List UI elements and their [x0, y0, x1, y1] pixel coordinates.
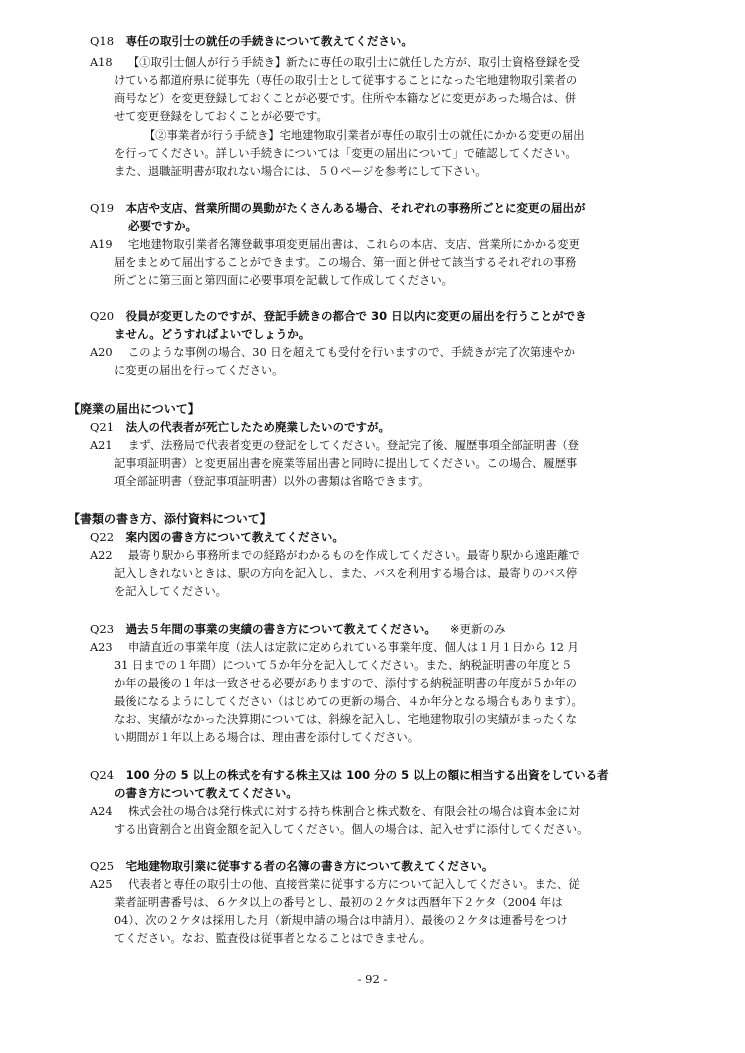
question-text: 本店や支店、営業所間の異動がたくさんある場合、それぞれの事務所ごとに変更の届出が — [125, 201, 586, 215]
question-number: Q22 — [90, 530, 115, 544]
question-text: 宅地建物取引業に従事する者の名簿の書き方について教えてください。 — [125, 859, 494, 873]
answer-line: 最寄り駅から事務所までの経路がわかるものを作成してください。最寄り駅から遠距離で — [128, 549, 580, 562]
question-text: 法人の代表者が死亡したため廃業したいのですが。 — [125, 420, 391, 434]
question-number: Q24 — [90, 768, 115, 782]
question-text: ません。どうすればよいでしょうか。 — [114, 327, 311, 341]
answer-line: する出資割合と出資金額を記入してください。個人の場合は、記入せずに添付してください。 — [114, 823, 589, 836]
question-20 — [90, 307, 587, 325]
answer-line: なお、実績がなかった決算期については、斜線を記入し、宅地建物取引の実績がまったくな — [114, 713, 577, 726]
answer-number: A23 — [90, 641, 113, 654]
answer-line: を行ってください。詳しい手続きについては「変更の届出について」で確認してください。 — [114, 147, 577, 160]
answer-line: まず、法務局で代表者変更の登記をしてください。登記完了後、履歴事項全部証明書（登 — [128, 439, 579, 452]
question-text: 案内図の書き方について教えてください。 — [125, 530, 344, 544]
answer-line: また、退職証明書が取れない場合には、５０ページを参考にして下さい。 — [114, 165, 487, 178]
answer-line: 申請直近の事業年度（法人は定款に定められている事業年度、個人は１月１日から 12 月 — [128, 641, 579, 654]
question-text: 過去５年間の事業の実績の書き方について教えてください。 — [125, 622, 436, 636]
question-text: 役員が変更したのですが、登記手続きの都合で 30 日以内に変更の届出を行うことができ — [125, 309, 587, 323]
renewal-only-note: ※更新のみ — [449, 622, 506, 636]
question-text: 100 分の 5 以上の株式を有する株主又は 100 分の 5 以上の額に相当する出資をしている者 — [125, 768, 609, 782]
answer-line: けている都道府県に従事先（専任の取引士として従事することになった宅地建物取引業者の — [114, 74, 578, 87]
question-number: Q25 — [90, 859, 115, 873]
answer-line: このような事例の場合、30 日を超えても受付を行いますので、手続きが完了次第速やか — [128, 346, 576, 359]
section-heading-haigyo: 【廃業の届出について】 — [68, 402, 200, 416]
question-24 — [90, 766, 609, 784]
question-23 — [90, 620, 505, 638]
answer-number: A22 — [90, 549, 113, 562]
page-number: - 92 - — [357, 972, 388, 986]
answer-line: 株式会社の場合は発行株式に対する持ち株割合と株式数を、有限会社の場合は資本金に対 — [128, 805, 580, 818]
answer-line: い期間が１年以上ある場合は、理由書を添付してください。 — [114, 731, 420, 744]
question-number: Q18 — [90, 34, 115, 48]
answer-line: 宅地建物取引業者名簿登載事項変更届出書は、これらの本店、支店、営業所にかかる変更 — [128, 238, 580, 251]
answer-number: A20 — [90, 346, 113, 359]
question-number: Q20 — [90, 309, 115, 323]
question-18 — [90, 32, 413, 50]
question-number: Q23 — [90, 622, 115, 636]
answer-line: 記入しきれないときは、駅の方向を記入し、また、バスを利用する場合は、最寄りのバス停 — [114, 567, 578, 580]
question-number: Q21 — [90, 420, 115, 434]
answer-line: 商号など）を変更登録しておくことが必要です。住所や本籍などに変更があった場合は、併 — [114, 92, 577, 105]
question-25 — [90, 857, 493, 875]
answer-line: 【①取引士個人が行う手続き】新たに専任の取引士に就任した方が、取引士資格登録を受 — [128, 56, 580, 69]
answer-number: A18 — [90, 56, 113, 69]
question-19 — [90, 199, 586, 217]
answer-line: に変更の届出を行ってください。 — [114, 364, 284, 377]
answer-line: 代表者と専任の取引士の他、直接営業に従事する方について記入してください。また、従 — [128, 878, 580, 891]
answer-line: 最後になるようにしてください（はじめての更新の場合、４か年分となる場合もあります）。 — [114, 695, 583, 708]
question-text: 必要ですか。 — [128, 219, 197, 233]
question-text: の書き方について教えてください。 — [114, 786, 298, 800]
answer-line: 業者証明書番号は、６ケタ以上の番号とし、最初の２ケタは西暦年下２ケタ（2004 年は — [114, 896, 563, 909]
question-21 — [90, 418, 390, 436]
answer-number: A19 — [90, 238, 113, 251]
question-number: Q19 — [90, 201, 115, 215]
answer-line: か年の最後の１年は一致させる必要がありますので、添付する納税証明書の年度が５か年の — [114, 677, 577, 690]
answer-number: A21 — [90, 439, 113, 452]
section-heading-shorui: 【書類の書き方、添付資料について】 — [68, 512, 272, 526]
answer-line: 項全部証明書（登記事項証明書）以外の書類は省略できます。 — [114, 475, 430, 488]
question-22 — [90, 528, 344, 546]
answer-line: 04）、次の２ケタは採用した月（新規申請の場合は申請月）、最後の２ケタは連番号をつけ — [114, 914, 568, 927]
answer-line: 31 日までの１年間）について５か年分を記入してください。また、納税証明書の年度と５ — [114, 659, 573, 672]
answer-line: を記入してください。 — [114, 585, 227, 598]
answer-line: 届をまとめて届出することができます。この場合、第一面と併せて該当するそれぞれの事務 — [114, 256, 577, 269]
answer-line: せて変更登録をしておくことが必要です。 — [114, 110, 328, 123]
question-text: 専任の取引士の就任の手続きについて教えてください。 — [125, 34, 413, 48]
answer-line: 記事項証明書）と変更届出書を廃業等届出書と同時に提出してください。この場合、履歴事 — [114, 457, 578, 470]
answer-line: てください。なお、監査役は従事者となることはできません。 — [114, 932, 431, 945]
answer-number: A25 — [90, 878, 113, 891]
answer-line: 【②事業者が行う手続き】宅地建物取引業者が専任の取引士の就任にかかる変更の届出 — [144, 129, 585, 142]
answer-line: 所ごとに第三面と第四面に必要事項を記載して作成してください。 — [114, 274, 453, 287]
answer-number: A24 — [90, 805, 113, 818]
